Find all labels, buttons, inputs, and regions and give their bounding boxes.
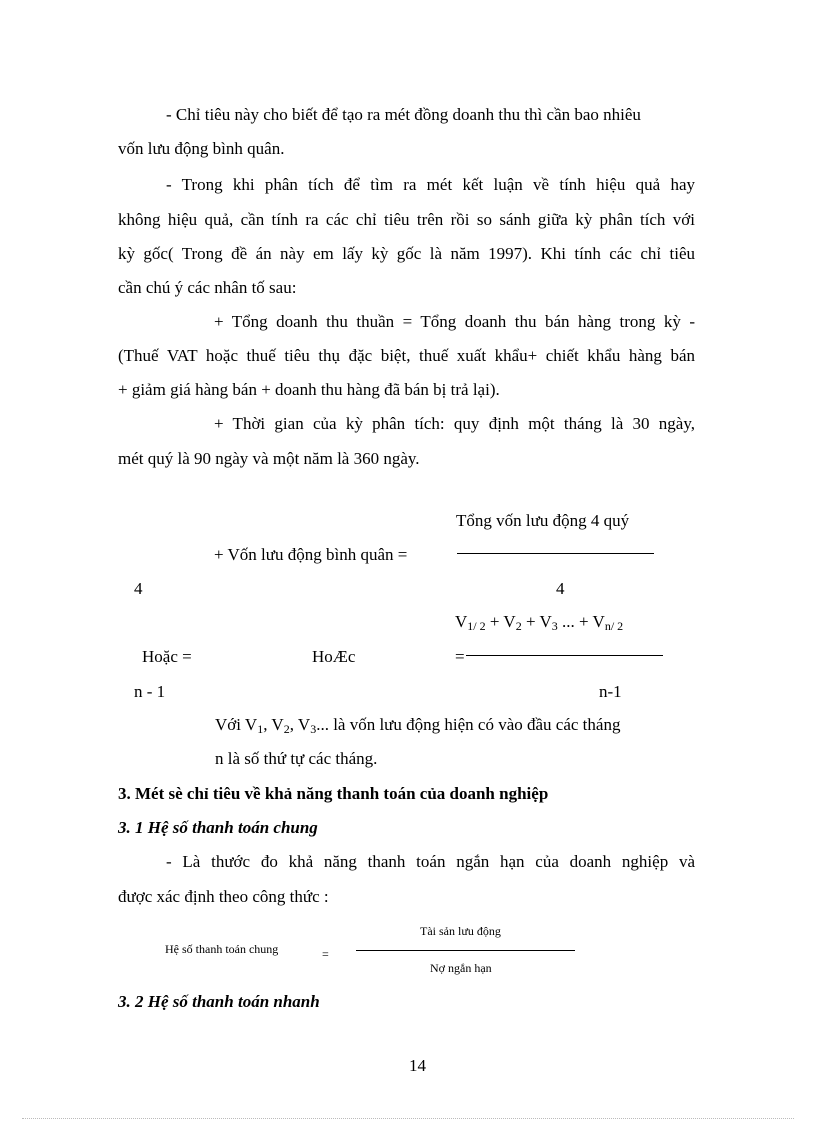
formula3-equals: = bbox=[322, 947, 329, 961]
paragraph-line: không hiệu quả, cần tính ra các chỉ tiêu trên rồi so sánh giữa kỳ phân tích với bbox=[118, 210, 695, 229]
paragraph-line: - Trong khi phân tích để tìm ra mét kết luận về tính hiệu quả hay bbox=[166, 175, 695, 194]
formula1-label: + Vốn lưu động bình quân = bbox=[214, 545, 408, 564]
paragraph-line: cần chú ý các nhân tố sau: bbox=[118, 278, 297, 297]
paragraph-line: + giảm giá hàng bán + doanh thu hàng đã bán bị trả lại). bbox=[118, 380, 500, 399]
formula2-denominator: n-1 bbox=[599, 682, 622, 701]
paragraph-line: (Thuế VAT hoặc thuế tiêu thụ đặc biệt, thuế xuất khẩu+ chiết khẩu hàng bán bbox=[118, 346, 695, 365]
subsection-heading: 3. 2 Hệ số thanh toán nhanh bbox=[118, 992, 320, 1011]
formula3-label: Hệ số thanh toán chung bbox=[165, 942, 279, 956]
paragraph-line: kỳ gốc( Trong đề án này em lấy kỳ gốc là năm 1997). Khi tính các chỉ tiêu bbox=[118, 244, 695, 263]
section-heading: 3. Mét sè chỉ tiêu về khả năng thanh toán của doanh nghiệp bbox=[118, 784, 549, 803]
formula-note: Với $V_1$, $V_2$, $V_3$... là vốn lưu động hiện có vào đầu các tháng bbox=[215, 715, 621, 736]
formula1-denominator: 4 bbox=[556, 579, 565, 598]
paragraph-line: + Tổng doanh thu thuần = Tổng doanh thu bán hàng trong kỳ - bbox=[214, 312, 695, 331]
formula2-left-n1: n - 1 bbox=[134, 682, 166, 701]
formula-note: n là số thứ tự các tháng. bbox=[215, 749, 378, 768]
formula3-fraction-bar bbox=[356, 950, 575, 951]
paragraph-line: + Thời gian của kỳ phân tích: quy định một tháng là 30 ngày, bbox=[214, 414, 695, 433]
subsection-heading: 3. 1 Hệ số thanh toán chung bbox=[118, 818, 318, 837]
formula3-numerator: Tài sản lưu động bbox=[420, 924, 501, 938]
formula1-fraction-bar bbox=[457, 553, 654, 554]
paragraph-line: - Là thước đo khả năng thanh toán ngắn hạn của doanh nghiệp và bbox=[166, 852, 695, 871]
paragraph-line: mét quý là 90 ngày và một năm là 360 ngày. bbox=[118, 449, 420, 468]
formula2-hoac-label: Hoặc = bbox=[142, 647, 192, 666]
formula1-numerator: Tổng vốn lưu động 4 quý bbox=[456, 511, 630, 530]
formula2-fraction-bar bbox=[466, 655, 663, 656]
paragraph-line: vốn lưu động bình quân. bbox=[118, 139, 285, 158]
page-bottom-border bbox=[22, 1118, 794, 1119]
formula2-numerator: $V_{1/ 2} + V_2 + V_3$ ... + $V_{n/ 2}$ bbox=[455, 612, 624, 633]
formula1-left-four: 4 bbox=[134, 579, 143, 598]
paragraph-line: - Chỉ tiêu này cho biết để tạo ra mét đồng doanh thu thì cần bao nhiêu bbox=[166, 105, 641, 124]
formula2-garbled-label: HoÆc bbox=[312, 647, 356, 666]
paragraph-line: được xác định theo công thức : bbox=[118, 887, 329, 906]
formula2-equals: = bbox=[455, 647, 465, 666]
formula3-denominator: Nợ ngắn hạn bbox=[430, 961, 492, 975]
page-number: 14 bbox=[409, 1056, 426, 1075]
